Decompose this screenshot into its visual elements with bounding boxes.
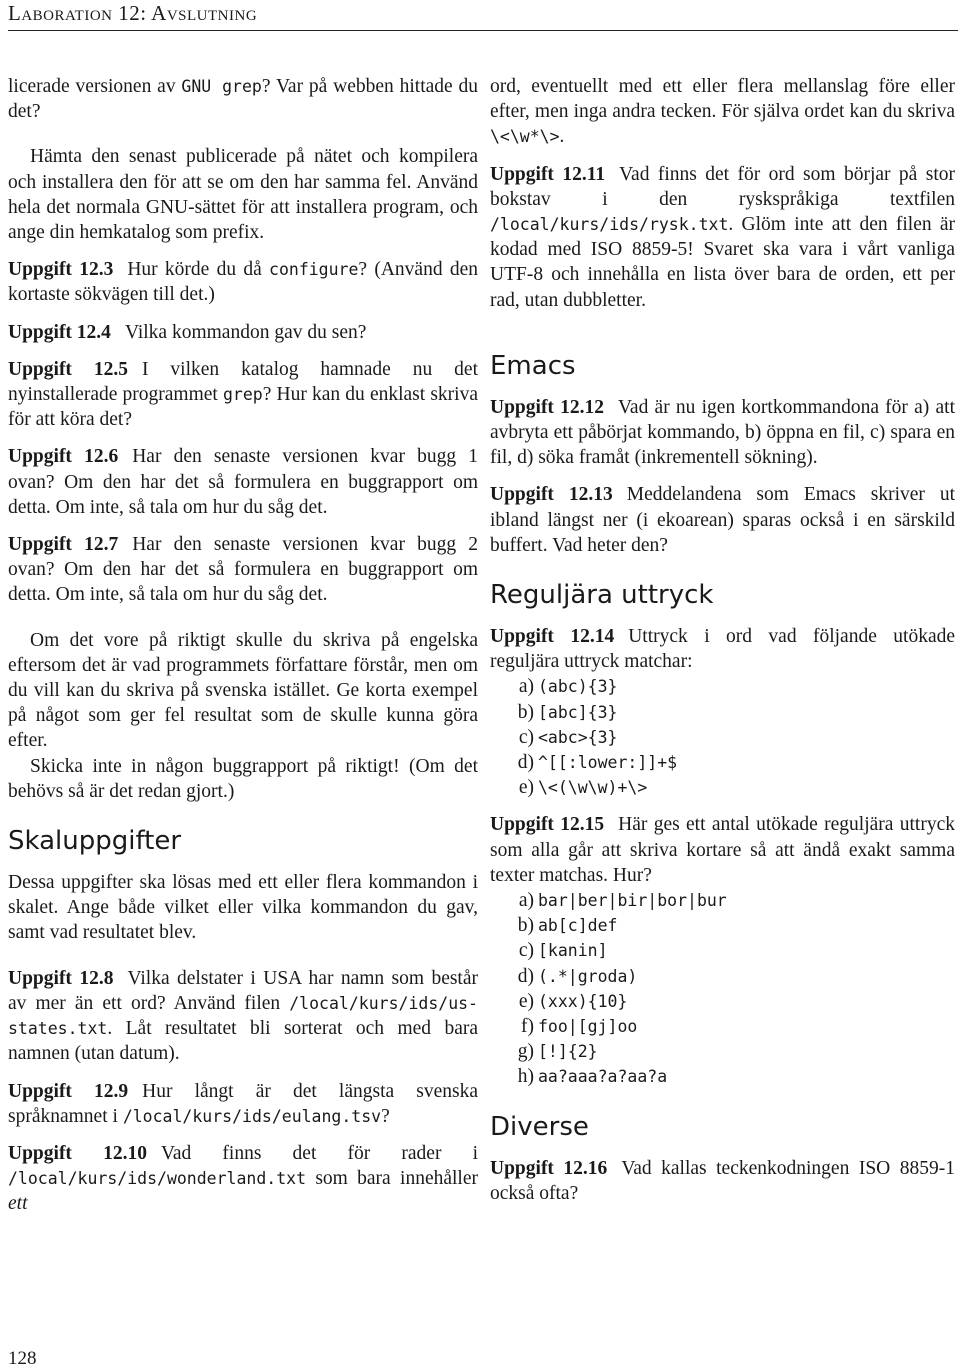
paragraph: licerade versionen av GNU grep? Var på webben hittade du det? (8, 76, 479, 123)
right-column (490, 74, 955, 1206)
task-12-3: Uppgift 12.3 Hur körde du då configure? (Använd den kortaste sökvägen till det.) (8, 259, 478, 306)
section-heading-skaluppgifter: Skaluppgifter (8, 826, 182, 857)
list-item: a) (abc){3} (518, 676, 618, 698)
task-12-13: Uppgift 12.13 Meddelandena som Emacs skriver ut ibland längst ner (i ekoarean) sparas också i en särskild buffert. Vad heter den? (490, 484, 955, 556)
task-12-8: Uppgift 12.8 Vilka delstater i USA har namn som består av mer än ett ord? Använd filen /local/kurs/ids/us-states.txt. Låt resultatet bli sorterat och med bara namnen (utan datum). (8, 967, 479, 1065)
list-item: f) foo|[gj]oo (521, 1015, 638, 1037)
list-item: e) (xxx){10} (518, 990, 628, 1012)
paragraph: Dessa uppgifter ska lösas med ett eller flera kommandon i skalet. Ange både vilket eller vilka kommandon du gav, samt vad resultatet blev. (8, 872, 478, 944)
task-12-4: Uppgift 12.4 Vilka kommandon gav du sen? (8, 321, 367, 343)
regex-list-12-15 (490, 888, 955, 1090)
task-12-12: Uppgift 12.12 Vad är nu igen kortkommandona för a) att avbryta ett påbörjat kommando, b) öppna en fil, c) spara en fil, d) söka framåt (inkrementell sökning). (490, 396, 955, 469)
list-item: e) \<(\w\w)+\> (518, 777, 648, 799)
regex-list-12-14 (490, 674, 955, 800)
paragraph: Skicka inte in någon buggrapport på riktigt! (Om det behövs så är det redan gjort.) (8, 755, 478, 802)
task-12-15: Uppgift 12.15 Här ges ett antal utökade reguljära uttryck som alla går att skriva kortare så att ändå exakt samma texter matchas. Hur? (490, 814, 955, 886)
task-12-14: Uppgift 12.14 Uttryck i ord vad följande utökade reguljära uttryck matchar: (490, 626, 955, 673)
task-12-7: Uppgift 12.7 Har den senaste versionen kvar bugg 2 ovan? Om den har det så formulera en buggrapport om detta. Om inte, så tala om hur du såg det. (8, 534, 478, 606)
task-12-16: Uppgift 12.16 Vad kallas teckenkodningen ISO 8859-1 också ofta? (490, 1157, 955, 1204)
task-12-11: Uppgift 12.11 Vad finns det för ord som börjar på stor bokstav i den ryskspråkiga textfilen /local/kurs/ids/rysk.txt. Glöm inte att den filen är kodad med ISO 8859-5! Svaret ska vara i vårt vanliga UTF-8 och innehålla en lista över bara de orden, ett per rad, utan dubbletter. (490, 163, 955, 311)
running-header: Laboration 12: Avslutning (8, 0, 958, 31)
task-12-5: Uppgift 12.5 I vilken katalog hamnade nu det nyinstallerade programmet grep? Hur kan du enklast skriva för att köra det? (8, 358, 478, 431)
list-item: b) ab[c]def (517, 915, 618, 937)
list-item: d) (.*|groda) (517, 965, 638, 987)
task-12-9: Uppgift 12.9 Hur långt är det längsta svenska språknamnet i /local/kurs/ids/eulang.tsv? (8, 1080, 478, 1127)
left-column (8, 74, 478, 1217)
list-item: c) <abc>{3} (518, 726, 618, 748)
list-item: d) ^[[:lower:]]+$ (517, 752, 678, 774)
list-item: g) [!]{2} (517, 1041, 598, 1063)
task-12-10: Uppgift 12.10 Vad finns det för rader i /local/kurs/ids/wonderland.txt som bara innehåller ett (8, 1142, 478, 1215)
task-12-6: Uppgift 12.6 Har den senaste versionen kvar bugg 1 ovan? Om den har det så formulera en buggrapport om detta. Om inte, så tala om hur du såg det. (8, 446, 478, 518)
paragraph: Om det vore på riktigt skulle du skriva på engelska eftersom det är vad programmets författare förstår, men om du vill kan du skriva på svenska istället. Ge korta exempel på något som ger fel resultat som de skulle kunna göra efter. (8, 629, 478, 752)
list-item: b) [abc]{3} (517, 701, 618, 723)
paragraph: ord, eventuellt med ett eller flera mellanslag före eller efter, men inga andra tecken. För själva ordet kan du skriva \<\w*\>. (490, 76, 955, 148)
section-heading-emacs: Emacs (490, 350, 576, 381)
section-heading-diverse: Diverse (490, 1111, 589, 1142)
list-item: h) aa?aaa?a?aa?a (517, 1066, 668, 1088)
paragraph: Hämta den senast publicerade på nätet och kompilera och installera den för att se om den har samma fel. Använd hela det normala GNU-sättet för att installera program, och ange din hemkatalog som prefix. (8, 146, 478, 244)
list-item: a) bar|ber|bir|bor|bur (518, 890, 727, 911)
section-heading-regex: Reguljära uttryck (490, 580, 714, 611)
page-number: 128 (8, 1348, 37, 1369)
list-item: c) [kanin] (518, 940, 608, 962)
